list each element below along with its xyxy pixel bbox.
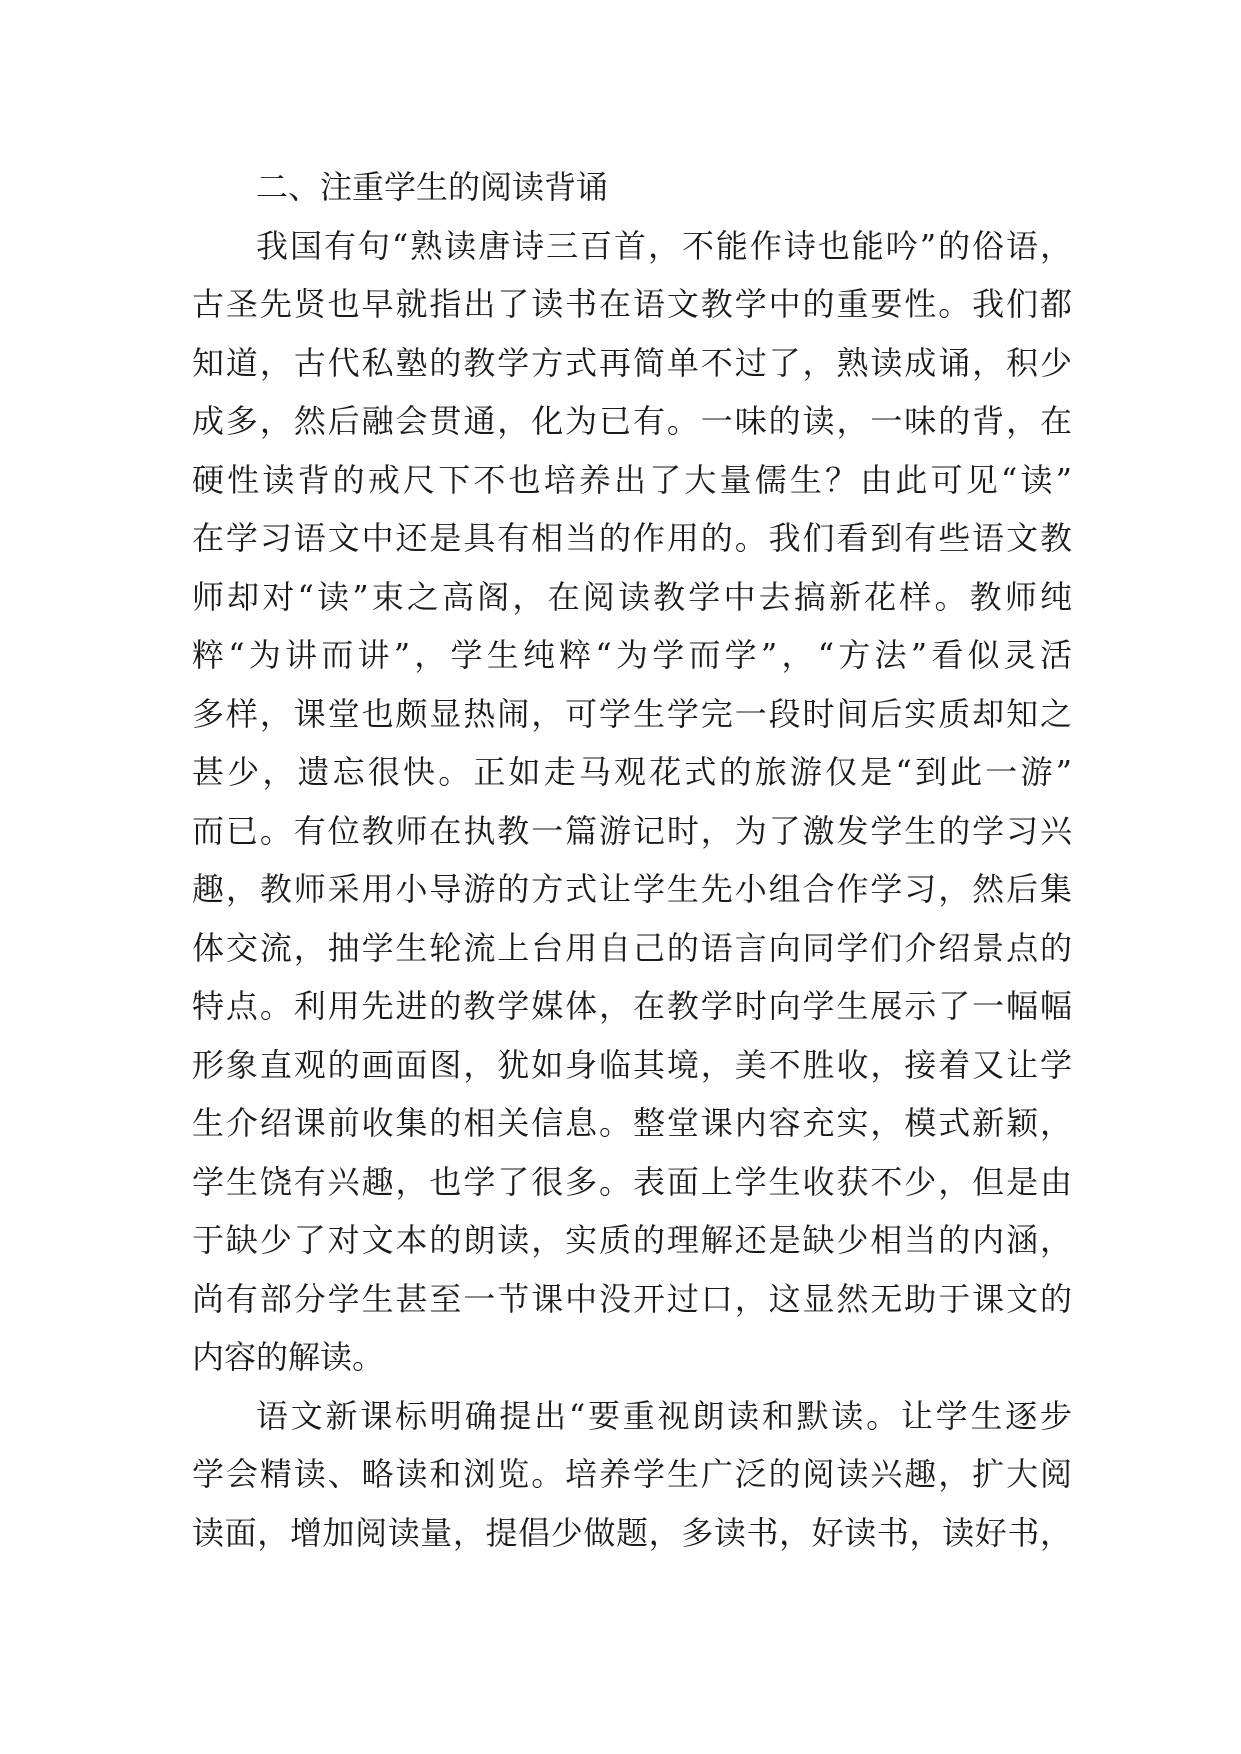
- paragraph-line: 尚有部分学生甚至一节课中没开过口，这显然无助于课文的: [192, 1279, 1072, 1318]
- paragraph-line: 读面，增加阅读量，提倡少做题，多读书，好读书，读好书，: [192, 1513, 1072, 1552]
- document-body: [192, 158, 1072, 1562]
- section-heading: 二、注重学生的阅读背诵: [256, 168, 609, 206]
- paragraph-line: 粹“为讲而讲”，学生纯粹“为学而学”，“方法”看似灵活: [192, 636, 1072, 674]
- paragraph-line: 学会精读、略读和浏览。培养学生广泛的阅读兴趣，扩大阅: [192, 1455, 1072, 1493]
- paragraph-line: 趣，教师采用小导游的方式让学生先小组合作学习，然后集: [192, 870, 1072, 908]
- paragraph-line: 成多，然后融会贯通，化为已有。一味的读，一味的背，在: [192, 402, 1072, 440]
- paragraph-line: 语文新课标明确提出“要重视朗读和默读。让学生逐步: [256, 1396, 1072, 1435]
- paragraph-line: 古圣先贤也早就指出了读书在语文教学中的重要性。我们都: [192, 285, 1072, 323]
- paragraph-line: 硬性读背的戒尺下不也培养出了大量儒生？由此可见“读”: [192, 460, 1072, 499]
- paragraph-line: 于缺少了对文本的朗读，实质的理解还是缺少相当的内涵，: [192, 1221, 1072, 1259]
- paragraph-line: 在学习语文中还是具有相当的作用的。我们看到有些语文教: [192, 519, 1072, 557]
- paragraph-line: 学生饶有兴趣，也学了很多。表面上学生收获不少，但是由: [192, 1162, 1072, 1201]
- paragraph-line: 形象直观的画面图，犹如身临其境，美不胜收，接着又让学: [192, 1045, 1072, 1084]
- paragraph-line: 体交流，抽学生轮流上台用自己的语言向同学们介绍景点的: [192, 928, 1072, 967]
- paragraph-line: 生介绍课前收集的相关信息。整堂课内容充实，模式新颖，: [192, 1104, 1072, 1142]
- paragraph-line: 多样，课堂也颇显热闹，可学生学完一段时间后实质却知之: [192, 694, 1072, 733]
- paragraph-line: 而已。有位教师在执教一篇游记时，为了激发学生的学习兴: [192, 811, 1072, 850]
- paragraph-line: 师却对“读”束之高阁，在阅读教学中去搞新花样。教师纯: [192, 577, 1072, 616]
- paragraph-line: 甚少，遗忘很快。正如走马观花式的旅游仅是“到此一游”: [192, 753, 1072, 791]
- paragraph-line: 特点。利用先进的教学媒体，在教学时向学生展示了一幅幅: [192, 987, 1072, 1025]
- paragraph-line: 知道，古代私塾的教学方式再简单不过了，熟读成诵，积少: [192, 343, 1072, 382]
- paragraph-line: 内容的解读。: [192, 1338, 385, 1376]
- paragraph-line: 我国有句“熟读唐诗三百首，不能作诗也能吟”的俗语，: [256, 226, 1072, 265]
